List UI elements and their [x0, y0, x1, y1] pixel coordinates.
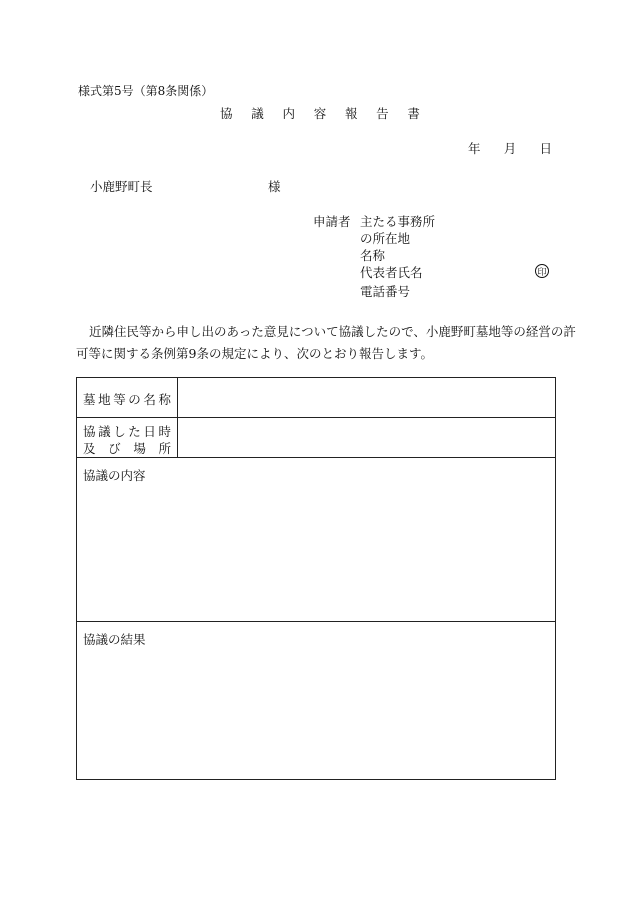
discussion-result-label: 協議の結果 [83, 632, 146, 647]
table-row-discussion-content [77, 458, 555, 622]
title-char: 内 [282, 106, 295, 121]
title-char: 議 [251, 106, 264, 121]
applicant-phone-label: 電話番号 [360, 284, 411, 299]
label-char: 場 [133, 441, 146, 456]
title-char: 協 [220, 106, 233, 121]
label-char: 及 [83, 441, 96, 456]
label-char: 等 [113, 392, 126, 407]
document-title [220, 106, 420, 121]
date-year-label: 年 [468, 141, 481, 156]
label-char: 名 [143, 392, 156, 407]
label-char: 所 [158, 441, 171, 456]
addressee-honorific: 様 [268, 179, 281, 194]
addressee-name: 小鹿野町長 [90, 179, 153, 194]
applicant-name-label: 名称 [360, 248, 386, 263]
label-char: 日 [143, 424, 156, 439]
date-line [468, 141, 552, 156]
table-row-date-place [77, 418, 555, 458]
table-row-discussion-result [77, 622, 555, 779]
title-char: 書 [407, 106, 420, 121]
label-char: た [128, 424, 141, 439]
date-place-label [77, 418, 178, 457]
date-month-label: 月 [503, 141, 517, 156]
report-table [76, 377, 556, 780]
applicant-office-label: 主たる事務所 [360, 214, 436, 229]
cemetery-name-label [77, 378, 178, 417]
applicant-office-label-cont: の所在地 [360, 231, 411, 246]
label-char: 墓 [83, 392, 96, 407]
title-char: 告 [376, 106, 389, 121]
label-char: 時 [158, 424, 171, 439]
discussion-content-label: 協議の内容 [83, 468, 146, 483]
body-line: 近隣住民等から申し出のあった意見について協議したので、小鹿野町墓地等の経営の許 [89, 324, 576, 339]
form-number: 様式第5号（第8条関係） [78, 84, 214, 98]
label-char: 地 [98, 392, 111, 407]
label-char: 議 [98, 424, 111, 439]
date-day-label: 日 [539, 141, 552, 156]
label-char: び [108, 441, 121, 456]
table-row-cemetery-name [77, 378, 555, 418]
title-char: 報 [344, 106, 358, 121]
applicant-label: 申請者 [313, 214, 351, 229]
seal-mark: 印 [535, 264, 549, 278]
label-char: し [113, 424, 126, 439]
title-char: 容 [313, 106, 327, 121]
label-char: 称 [158, 392, 171, 407]
label-char: 協 [83, 424, 96, 439]
label-char: の [128, 392, 141, 407]
body-line: 可等に関する条例第9条の規定により、次のとおり報告します。 [76, 346, 433, 361]
body-paragraph [76, 321, 576, 365]
applicant-representative-label: 代表者氏名 [360, 265, 423, 280]
